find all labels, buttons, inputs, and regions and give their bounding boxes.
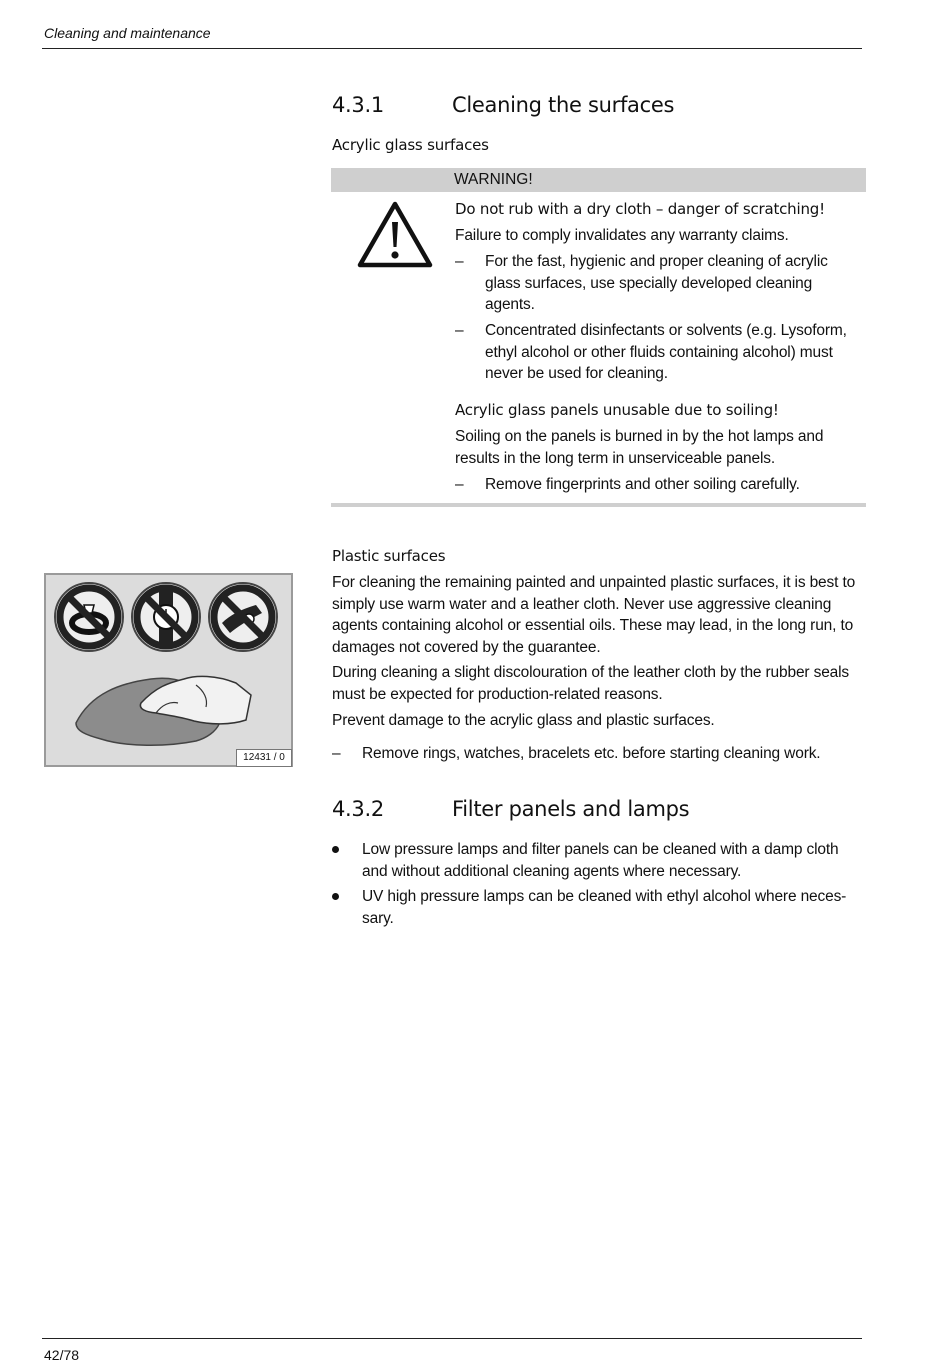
list-item: [455, 251, 865, 317]
paragraph: Prevent damage to the acrylic glass and plastic surfaces.: [332, 712, 715, 729]
section-heading-4-3-1: [332, 93, 862, 123]
text-line: simply use warm water and a leather cloth. Never use aggressive cleaning: [332, 595, 832, 613]
bullet-item: [332, 839, 862, 883]
list-item: [332, 743, 862, 765]
no-bracelet-icon: [209, 583, 277, 651]
hand-cloth-icon: [76, 676, 251, 745]
warning-bar: [331, 168, 866, 192]
dash-marker: –: [455, 253, 464, 270]
warning2-title: Acrylic glass panels unusable due to soiling!: [455, 401, 779, 419]
text-line: agents containing alcohol or essential oils. These may lead, in the long run, to: [332, 617, 854, 634]
bullet-dot: [332, 893, 339, 900]
no-ring-icon: [55, 583, 123, 651]
bullet-item: [332, 886, 862, 930]
figure-label: 12431 / 0: [236, 749, 292, 767]
dash-marker: –: [455, 322, 464, 339]
warning-label: WARNING!: [454, 171, 533, 188]
paragraph: [332, 572, 855, 658]
bullet-dot: [332, 846, 339, 853]
header-divider: [42, 48, 862, 49]
no-watch-icon: [132, 583, 200, 651]
text-line: For cleaning the remaining painted and unpainted plastic surfaces, it is best to: [332, 574, 856, 591]
warning1-text: Failure to comply invalidates any warranty claims.: [455, 227, 789, 244]
dash-marker: –: [332, 745, 341, 762]
figure-cleaning-illustration: [44, 573, 293, 767]
warning2-text: [455, 426, 823, 469]
text-line: UV high pressure lamps can be cleaned with ethyl alcohol where neces-: [362, 888, 847, 905]
list-line: agents.: [485, 296, 535, 313]
text-line: Soiling on the panels is burned in by the hot lamps and: [455, 428, 824, 445]
warning1-title: Do not rub with a dry cloth – danger of scratching!: [455, 200, 825, 218]
section-title: Cleaning the surfaces: [452, 93, 675, 117]
section-heading-4-3-2: [332, 797, 862, 827]
warning-triangle-icon: [356, 200, 434, 270]
warning-bottom-rule: [331, 503, 866, 507]
text-line: sary.: [362, 909, 394, 927]
text-line: damages not covered by the guarantee.: [332, 638, 601, 656]
list-line: Concentrated disinfectants or solvents (e.g. Lysoform,: [485, 322, 847, 339]
subheading-plastic: Plastic surfaces: [332, 547, 446, 565]
text-line: and without additional cleaning agents where necessary.: [362, 862, 742, 880]
list-item: [455, 320, 865, 386]
text-line: Low pressure lamps and filter panels can be cleaned with a damp cloth: [362, 841, 839, 858]
list-item: [455, 474, 865, 496]
text-line: results in the long term in unserviceable panels.: [455, 449, 776, 467]
footer-divider: [42, 1338, 862, 1339]
dash-marker: –: [455, 476, 464, 493]
section-number: 4.3.1: [332, 93, 384, 117]
list-line: Remove rings, watches, bracelets etc. before starting cleaning work.: [362, 745, 821, 762]
list-line: ethyl alcohol or other fluids containing alcohol) must: [485, 343, 833, 361]
running-header: Cleaning and maintenance: [44, 25, 211, 41]
text-line: During cleaning a slight discolouration of the leather cloth by the rubber seals: [332, 664, 850, 681]
paragraph: [332, 662, 849, 705]
section-title: Filter panels and lamps: [452, 797, 690, 821]
list-line: For the fast, hygienic and proper cleaning of acrylic: [485, 253, 828, 270]
section-number: 4.3.2: [332, 797, 384, 821]
page-number: 42/78: [44, 1347, 80, 1363]
list-line: Remove fingerprints and other soiling carefully.: [485, 476, 800, 493]
text-line: must be expected for production-related reasons.: [332, 685, 663, 703]
subheading-acrylic: Acrylic glass surfaces: [332, 136, 489, 154]
list-line: glass surfaces, use specially developed cleaning: [485, 274, 813, 292]
list-line: never be used for cleaning.: [485, 365, 668, 382]
